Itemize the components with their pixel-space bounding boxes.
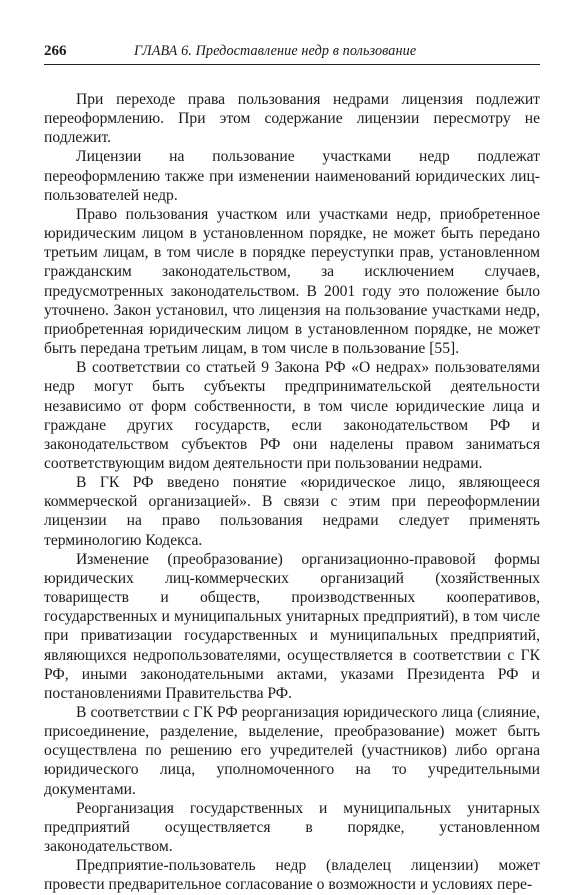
page-number: 266 — [44, 43, 67, 59]
paragraph-civil-code-term: В ГК РФ введено понятие «юридическое лицо, являющееся коммерческой организацией». В связи с этим при переоформлении лицензии на право пользования недрами следует применять терминологию Кодекса. — [44, 474, 540, 549]
header-rule — [44, 64, 540, 65]
paragraph-license-holder: Предприятие-пользователь недр (владелец лицензии) может провести предварительное согласование о возможности и условиях пере- — [44, 857, 540, 894]
book-page — [44, 40, 540, 895]
paragraph-license-transfer: При переходе права пользования недрами лицензия подлежит переоформлению. При этом содержание лицензии пересмотру не подлежит. — [44, 91, 540, 147]
chapter-title: ГЛАВА 6. Предоставление недр в пользование — [134, 43, 417, 59]
page-body — [44, 90, 540, 895]
paragraph-unitary-enterprises: Реорганизация государственных и муниципальных унитарных предприятий осуществляется в порядке, установленном законодательством. — [44, 799, 540, 856]
paragraph-subsoil-users: В соответствии со статьей 9 Закона РФ «О недрах» пользователями недр могут быть субъекты предпринимательской деятельности независимо от форм собственности, в том числе юридические лица и граждане других государств, если законодательством РФ и законодательством субъектов РФ они наделены правом заниматься соответствующим видом деятельности при пользовании недрами. — [44, 359, 540, 472]
paragraph-license-renaming: Лицензии на пользование участками недр подлежат переоформлению также при изменении наименований юридических лиц-пользователей недр. — [44, 148, 540, 204]
paragraph-right-of-use: Право пользования участком или участками недр, приобретенное юридическим лицом в установленном порядке, не может быть передано третьим лицам, в том числе в порядке переуступки прав, установленном гражданским законодательством, за исключением случаев, предусмотренных законодательством. В 2001 году это положение было уточнено. Закон установил, что лицензия на пользование участками недр, приобретенная юридическим лицом в установленном порядке, не может быть передана третьим лицам, в том числе в пользование [55]. — [44, 205, 540, 358]
running-head — [44, 40, 540, 62]
paragraph-reorganization: В соответствии с ГК РФ реорганизация юридического лица (слияние, присоединение, разделение, выделение, преобразование) может быть осуществлена по решению его учредителей (участников) либо органа юридического лица, уполномоченного на то учредительными документами. — [44, 704, 540, 798]
paragraph-transformation: Изменение (преобразование) организационно-правовой формы юридических лиц-коммерческих организаций (хозяйственных товариществ и обществ, производственных кооперативов, государственных и муниципальных унитарных предприятий), в том числе при приватизации государственных и муниципальных предприятий, являющихся недропользователями, осуществляется в соответствии с ГК РФ, иными законодательными актами, указами Президента РФ и постановлениями Правительства РФ. — [44, 550, 540, 702]
